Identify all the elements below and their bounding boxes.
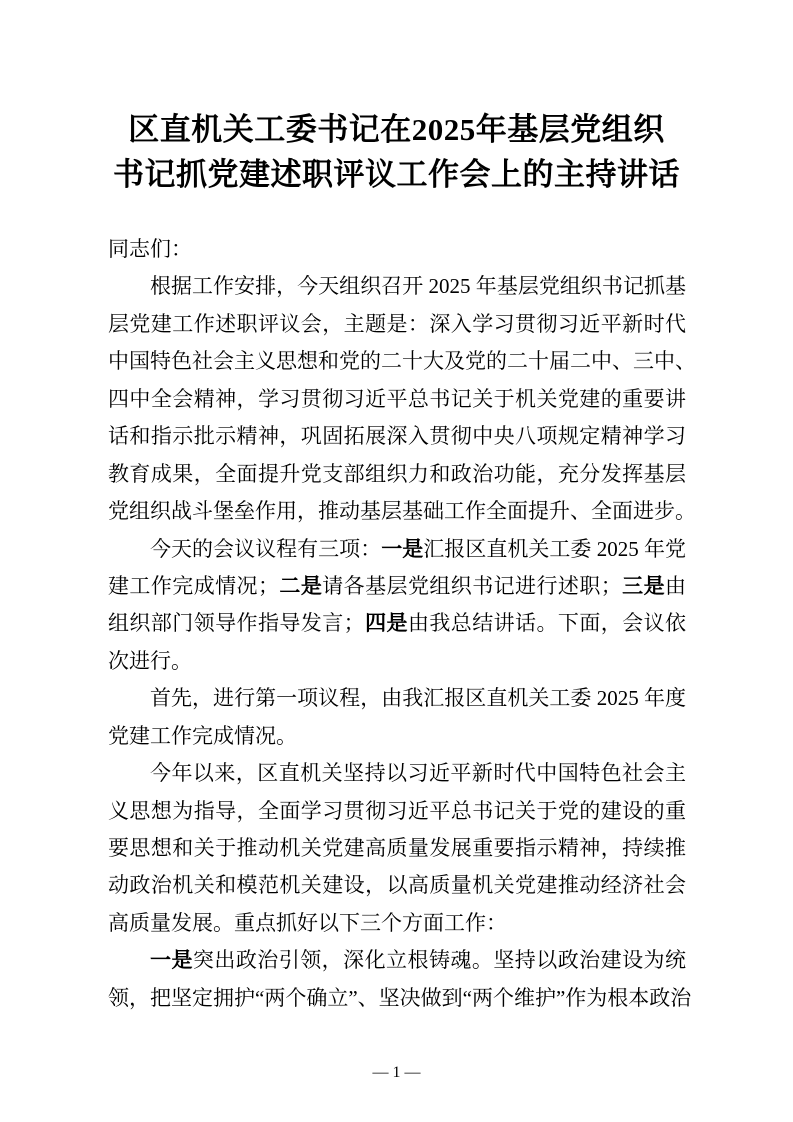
text-segment: 话和指示批示精神，巩固拓展深入贯彻中央八项规定精神学习 [108, 424, 686, 449]
bold-text: 一是 [150, 948, 193, 973]
text-line [108, 381, 686, 418]
bold-text: 三是 [621, 573, 666, 598]
text-line [108, 755, 686, 792]
text-line [108, 680, 686, 717]
text-segment: 党组织战斗堡垒作用，推动基层基础工作全面提升、全面进步。 [108, 499, 696, 524]
text-line [108, 456, 686, 493]
text-line [108, 867, 686, 904]
text-segment: 动政治机关和模范机关建设，以高质量机关党建推动经济社会 [108, 873, 686, 898]
text-line [108, 343, 696, 380]
text-segment: 组织部门领导作指导发言； [108, 611, 365, 636]
text-segment: 高质量发展。重点抓好以下三个方面工作： [108, 910, 507, 935]
text-line [108, 605, 686, 642]
text-segment: 义思想为指导，全面学习贯彻习近平总书记关于党的建设的重 [108, 798, 686, 823]
text-line [108, 643, 686, 680]
page-number: — 1 — [372, 1064, 421, 1081]
bold-text: 一是 [381, 536, 424, 561]
text-line [108, 942, 686, 979]
document-body [108, 231, 696, 1017]
salutation: 同志们： [108, 237, 192, 261]
text-segment: 突出政治引领，深化立根铸魂。坚持以政治建设为统 [192, 948, 687, 973]
text-segment: 教育成果，全面提升党支部组织力和政治功能，充分发挥基层 [108, 461, 686, 486]
text-line [108, 306, 686, 343]
text-segment: 要思想和关于推动机关党建高质量发展重要指示精神，持续推 [108, 836, 686, 860]
text-line [108, 418, 686, 455]
text-line [108, 268, 686, 305]
paragraph [108, 755, 686, 942]
text-line [108, 493, 696, 530]
text-segment: 根据工作安排，今天组织召开 2025 年基层党组织书记抓基 [150, 274, 686, 299]
text-segment: 党建工作完成情况。 [108, 723, 297, 748]
text-segment: 请各基层党组织书记进行述职； [322, 573, 622, 598]
paragraph [108, 942, 692, 1017]
paragraph [108, 531, 686, 681]
bold-text: 二是 [278, 573, 323, 598]
text-segment: 今天的会议议程有三项： [150, 536, 382, 561]
document-title [100, 107, 693, 197]
text-line [108, 905, 686, 942]
paragraph [108, 680, 686, 755]
title-line-1: 区直机关工委书记在2025年基层党组织 [128, 112, 665, 147]
text-segment: 汇报区直机关工委 2025 年党 [423, 536, 687, 561]
text-segment: 今年以来，区直机关坚持以习近平新时代中国特色社会主 [150, 761, 686, 786]
text-segment: 由 [665, 573, 687, 598]
text-segment: 领，把坚定拥护“两个确立”、坚决做到“两个维护”作为根本政治 [108, 985, 692, 1010]
bold-text: 四是 [364, 611, 408, 636]
text-line [108, 980, 692, 1017]
text-segment: 中国特色社会主义思想和党的二十大及党的二十届二中、三中、 [108, 349, 696, 374]
text-line [108, 531, 686, 568]
title-line-2: 书记抓党建述职评议工作会上的主持讲话 [113, 157, 680, 192]
text-line [108, 568, 686, 605]
text-segment: 层党建工作述职评议会，主题是：深入学习贯彻习近平新时代 [108, 311, 686, 336]
text-line [108, 830, 686, 867]
text-segment: 首先，进行第一项议程，由我汇报区直机关工委 2025 年度 [150, 686, 686, 711]
text-line [108, 793, 686, 830]
paragraph [108, 268, 696, 530]
text-segment: 四中全会精神，学习贯彻习近平总书记关于机关党建的重要讲 [108, 386, 686, 411]
text-segment: 建工作完成情况； [108, 573, 279, 598]
text-segment: 次进行。 [108, 648, 192, 673]
text-segment: 由我总结讲话。下面，会议依 [407, 611, 687, 636]
text-line [108, 718, 686, 755]
paragraphs [108, 268, 696, 1017]
